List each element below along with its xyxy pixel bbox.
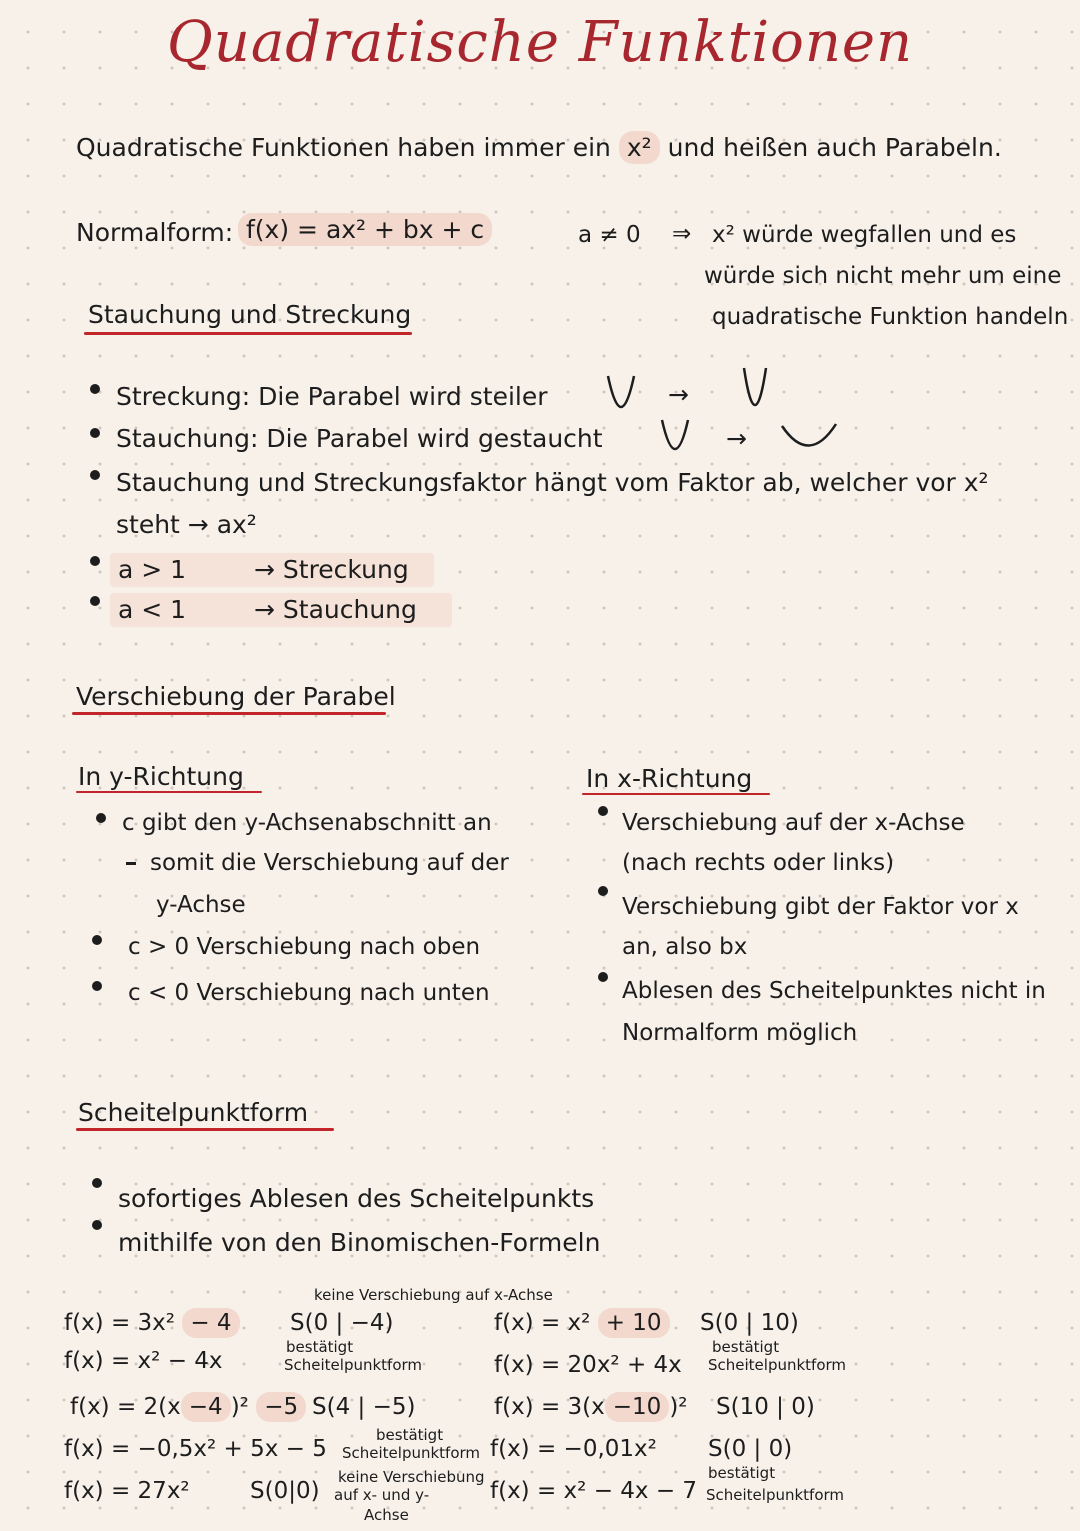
heading-underline (72, 712, 386, 715)
example-right-3 (494, 1394, 688, 1420)
example-right-3-vertex: S(10 | 0) (716, 1394, 815, 1420)
example-highlight: + 10 (598, 1308, 670, 1338)
streckung-bullet: Streckung: Die Parabel wird steiler (116, 382, 548, 411)
bullet-dot (90, 470, 100, 480)
example-note: Scheitelpunktform (708, 1356, 847, 1374)
example-highlight: −10 (605, 1392, 670, 1422)
normalform-label: Normalform: (76, 218, 234, 247)
example-left-4: f(x) = −0,5x² + 5x − 5 (64, 1436, 327, 1462)
bullet-dot (92, 935, 102, 945)
intro-line (76, 133, 1002, 162)
bullet-dot (96, 813, 106, 823)
subheading-underline (582, 793, 770, 795)
arrow-1: → (668, 380, 689, 409)
example-left-5: f(x) = 27x² (64, 1478, 190, 1504)
section-heading-scheitelpunktform: Scheitelpunktform (78, 1098, 309, 1127)
wide-parabola-icon (780, 422, 838, 452)
bullet-dot (90, 428, 100, 438)
x-item-1-line2: (nach rechts oder links) (622, 850, 895, 876)
rule-a-less-1: a < 1 (118, 595, 187, 624)
scheitel-bullet-2: mithilfe von den Binomischen-Formeln (118, 1228, 601, 1257)
example-note: bestätigt (286, 1338, 354, 1356)
bullet-dot (598, 972, 608, 982)
example-function: )² (230, 1394, 249, 1420)
example-note: Scheitelpunktform (284, 1356, 423, 1374)
arrow-2: → (726, 424, 747, 453)
narrow-parabola-icon (660, 418, 690, 454)
example-function: f(x) = 3x² (64, 1310, 176, 1336)
example-highlight: −5 (256, 1392, 306, 1422)
stauchung-bullet: Stauchung: Die Parabel wird gestaucht (116, 424, 603, 453)
faktor-bullet-line2: steht → ax² (116, 510, 257, 539)
example-right-2: f(x) = 20x² + 4x (494, 1352, 682, 1378)
bullet-dot (92, 1178, 102, 1188)
y-richtung-heading: In y-Richtung (78, 762, 244, 791)
example-left-2: f(x) = x² − 4x (64, 1348, 223, 1374)
example-right-5: f(x) = x² − 4x − 7 (490, 1478, 698, 1504)
example-function: f(x) = 2(x (70, 1394, 181, 1420)
x-item-1-line1: Verschiebung auf der x-Achse (622, 810, 965, 836)
example-right-4-vertex: S(0 | 0) (708, 1436, 793, 1462)
example-note: keine Verschiebung auf x-Achse (314, 1286, 553, 1304)
example-note: Scheitelpunktform (342, 1444, 481, 1462)
y-item-1-sub-2: y-Achse (156, 892, 246, 918)
heading-underline (76, 1128, 334, 1131)
example-note: bestätigt (376, 1426, 444, 1444)
faktor-bullet-line1: Stauchung und Streckungsfaktor hängt vom Faktor ab, welcher vor x² (116, 468, 989, 497)
normalform-note-1: x² würde wegfallen und es (712, 222, 1017, 248)
page-title: Quadratische Funktionen (166, 10, 914, 75)
y-item-3: c < 0 Verschiebung nach unten (128, 980, 490, 1006)
example-note: bestätigt (708, 1464, 776, 1482)
bullet-dot (92, 981, 102, 991)
section-heading-verschiebung: Verschiebung der Parabel (76, 682, 396, 711)
x-richtung-heading: In x-Richtung (586, 764, 753, 793)
bullet-dot (598, 886, 608, 896)
example-left-1 (64, 1310, 240, 1336)
y-item-2: c > 0 Verschiebung nach oben (128, 934, 481, 960)
x-item-2-line1: Verschiebung gibt der Faktor vor x (622, 894, 1019, 920)
rule-a-less-1-result: → Stauchung (254, 595, 417, 624)
normalform-note-2: würde sich nicht mehr um eine (704, 263, 1062, 289)
bullet-dot (90, 384, 100, 394)
example-right-1-vertex: S(0 | 10) (700, 1310, 799, 1336)
section-heading-stauchung: Stauchung und Streckung (88, 300, 412, 329)
bullet-dot (90, 556, 100, 566)
normalform-formula: f(x) = ax² + bx + c (238, 213, 492, 246)
example-note: Achse (364, 1506, 409, 1524)
scheitel-bullet-1: sofortiges Ablesen des Scheitelpunkts (118, 1184, 595, 1213)
example-left-3-vertex: S(4 | −5) (312, 1394, 416, 1420)
normalform-formula-wrap (238, 215, 492, 244)
example-highlight: − 4 (182, 1308, 239, 1338)
intro-text-after: und heißen auch Parabeln. (667, 133, 1002, 162)
example-left-1-vertex: S(0 | −4) (290, 1310, 394, 1336)
x-item-3-line2: Normalform möglich (622, 1020, 858, 1046)
example-note: bestätigt (712, 1338, 780, 1356)
bullet-dot (90, 596, 100, 606)
example-right-1 (494, 1310, 670, 1336)
example-function: )² (669, 1394, 688, 1420)
y-item-1-sub-1: somit die Verschiebung auf der (150, 850, 509, 876)
example-note: auf x- und y- (334, 1486, 430, 1504)
dash-marker (126, 862, 136, 865)
x-item-2-line2: an, also bx (622, 934, 748, 960)
steep-parabola-icon (742, 366, 768, 410)
narrow-parabola-icon (606, 374, 636, 412)
example-note: Scheitelpunktform (706, 1486, 845, 1504)
x-item-3-line1: Ablesen des Scheitelpunktes nicht in (622, 978, 1046, 1004)
example-note: keine Verschiebung (338, 1468, 485, 1486)
heading-underline (84, 332, 412, 335)
example-left-3 (70, 1394, 306, 1420)
intro-text-before: Quadratische Funktionen haben immer ein (76, 133, 611, 162)
rule-a-greater-1: a > 1 (118, 555, 187, 584)
example-function: f(x) = 3(x (494, 1394, 605, 1420)
example-right-4: f(x) = −0,01x² (490, 1436, 657, 1462)
y-item-1: c gibt den y-Achsenabschnitt an (122, 810, 492, 836)
bullet-dot (92, 1220, 102, 1230)
example-highlight: −4 (181, 1392, 231, 1422)
normalform-condition: a ≠ 0 (578, 222, 641, 248)
intro-highlight: x² (619, 131, 660, 164)
subheading-underline (76, 791, 262, 793)
example-function: f(x) = x² (494, 1310, 591, 1336)
bullet-dot (598, 806, 608, 816)
normalform-note-3: quadratische Funktion handeln (712, 304, 1069, 330)
normalform-implies: ⇒ (672, 221, 692, 247)
example-left-5-vertex: S(0|0) (250, 1478, 320, 1504)
rule-a-greater-1-result: → Streckung (254, 555, 409, 584)
